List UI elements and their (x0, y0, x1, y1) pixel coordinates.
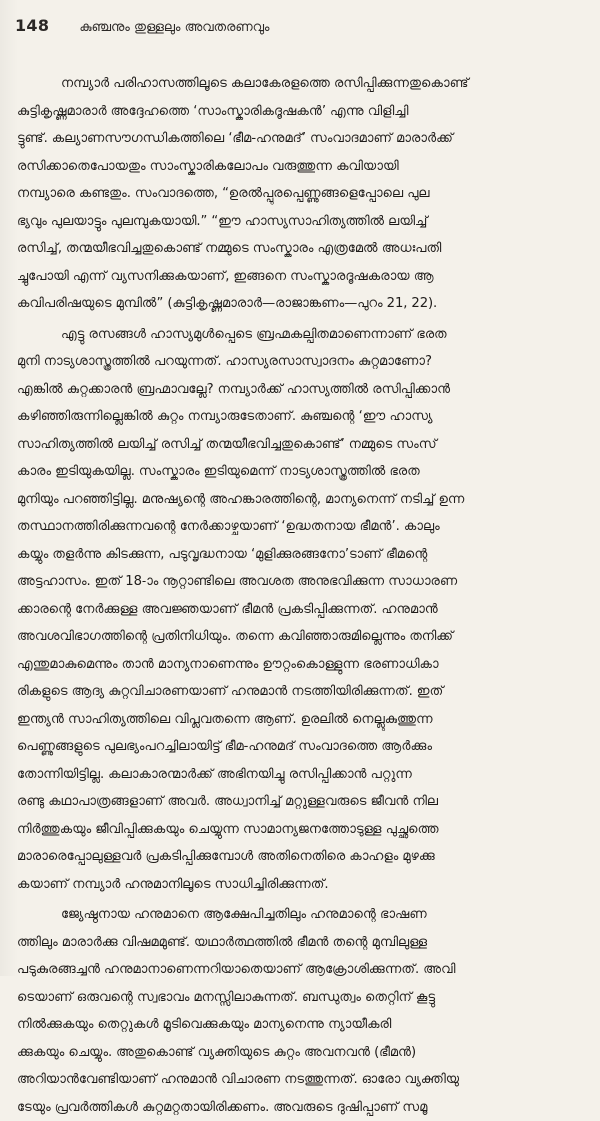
body-text (17, 70, 589, 1121)
text-line: കയാണ് നമ്പ്യാർ ഹനുമാനിലൂടെ സാധിച്ചിരിക്കുന്നത്. (17, 871, 589, 899)
text-line: രസിക്കാതെപോയതും സാംസ്കാരികലോപം വരുത്തുന്ന കവിയായി (17, 153, 589, 181)
running-header (15, 16, 269, 44)
text-line: നിർത്തുകയും ജീവിപ്പിക്കുകയും ചെയ്യുന്ന സാമാന്യജനത്തോടുള്ള പുച്ഛത്തെ (17, 816, 589, 844)
text-line: അവശവിഭാഗത്തിന്റെ പ്രതിനിധിയും. തന്നെ കവിഞ്ഞാരുമില്ലെന്നും തനിക്ക് (17, 623, 589, 651)
paragraph-first-line: എട്ടു രസങ്ങൾ ഹാസ്യമുൾപ്പെടെ ബ്രഹ്മകല്പിതമാണെന്നാണ് ഭരത (17, 321, 589, 349)
text-line: കാരം ഇടിയുകയില്ല. സംസ്കാരം ഇടിയുമെന്ന് നാട്യശാസ്ത്രത്തിൽ ഭരത (17, 458, 589, 486)
text-line: കയ്യും തളർന്നു കിടക്കുന്ന, പടുവൃദ്ധനായ ‘മുളിക്കുരങ്ങനോ’ടാണ് ഭീമന്റെ (17, 541, 589, 569)
text-line: നമ്പ്യാരെ കണ്ടതും. സംവാദത്തെ, “ഉരൽപ്പുരപ്പെണ്ണുങ്ങളെപ്പോലെ പുല (17, 180, 589, 208)
text-line: പടുകുരങ്ങച്ചൻ ഹനുമാനാണെന്നറിയാതെയാണ് ആക്രോശിക്കുന്നത്. അവി (17, 956, 589, 984)
text-line: മാരാരെപ്പോലുള്ളവർ പ്രകടിപ്പിക്കുമ്പോൾ അതിനെതിരെ കാഹളം മുഴക്കു (17, 843, 589, 871)
text-line: മുനി നാട്യശാസ്ത്രത്തിൽ പറയുന്നത്. ഹാസ്യരസാസ്വാദനം കുറ്റമാണോ? (17, 348, 589, 376)
text-line: രണ്ടു കഥാപാത്രങ്ങളാണ് അവർ. അധ്വാനിച്ച് മറ്റുള്ളവരുടെ ജീവൻ നില (17, 788, 589, 816)
text-line: എങ്കിൽ കുറ്റക്കാരൻ ബ്രഹ്മാവല്ലേ? നമ്പ്യാർക്ക് ഹാസ്യത്തിൽ രസിപ്പിക്കാൻ (17, 376, 589, 404)
paragraph-first-line: നമ്പ്യാർ പരിഹാസത്തിലൂടെ കലാകേരളത്തെ രസിപ്പിക്കുന്നതുകൊണ്ട് (17, 70, 589, 98)
text-line: ത്തിലും മാരാർക്കു വിഷമമുണ്ട്. യഥാർത്ഥത്തിൽ ഭീമൻ തന്റെ മുമ്പിലുള്ള (17, 929, 589, 957)
text-line: ഇന്ത്യൻ സാഹിത്യത്തിലെ വിപ്ലവതന്നെ ആണ്. ഉരലിൽ നെല്ലുകുത്തുന്ന (17, 706, 589, 734)
text-line: ട്ടുണ്ട്. കല്യാണസൗഗന്ധികത്തിലെ ‘ഭീമ-ഹനുമദ്’ സംവാദമാണ് മാരാർക്ക് (17, 125, 589, 153)
text-line: രസിച്ച്, തന്മയീഭവിച്ചതുകൊണ്ട് നമ്മുടെ സംസ്കാരം എത്രമേൽ അധഃപതി (17, 235, 589, 263)
text-line: ടേയും പ്രവർത്തികൾ കുറ്റമറ്റതായിരിക്കണം. അവരുടെ ദുഷിപ്പാണ് സമൂ (17, 1094, 589, 1121)
text-line: അട്ടഹാസം. ഇത് 18-ാം നൂറ്റാണ്ടിലെ അവശത അനുഭവിക്കുന്ന സാധാരണ (17, 568, 589, 596)
text-line: ച്ചുപോയി എന്ന് വ്യസനിക്കുകയാണ്, ഇങ്ങനെ സംസ്കാരദൂഷകരായ ആ (17, 263, 589, 291)
text-line: മുനിയും പറഞ്ഞിട്ടില്ല. മനുഷ്യന്റെ അഹങ്കാരത്തിന്റെ, മാന്യനെന്ന് നടിച്ച് ഉന്ന (17, 486, 589, 514)
text-line: ഭ്യവും പുലയാട്ടും പുലമ്പുകയായി.” “ഈ ഹാസ്യസാഹിത്യത്തിൽ ലയിച്ച് (17, 208, 589, 236)
text-line: തസ്ഥാനത്തിരിക്കുന്നവന്റെ നേർക്കാഴ്ചയാണ് ‘ഉദ്ധതനായ ഭീമൻ’. കാലും (17, 513, 589, 541)
text-line: ക്കാരന്റെ നേർക്കുള്ള അവജ്ഞയാണ് ഭീമൻ പ്രകടിപ്പിക്കുന്നത്. ഹനുമാൻ (17, 596, 589, 624)
text-line: കുട്ടികൃഷ്ണമാരാർ അദ്ദേഹത്തെ ‘സാംസ്കാരികദൂഷകൻ’ എന്നു വിളിച്ചി (17, 98, 589, 126)
text-line: അറിയാൻവേണ്ടിയാണ് ഹനുമാൻ വിചാരണ നടത്തുന്നത്. ഓരോ വ്യക്തിയു (17, 1066, 589, 1094)
text-line: കവിപരിഷയുടെ മുമ്പിൽ” (കുട്ടികൃഷ്ണമാരാർ—രാജാങ്കണം—പുറം 21, 22). (17, 290, 589, 318)
running-title: കുഞ്ചനും തുള്ളലും അവതരണവും (79, 20, 269, 35)
text-line: എന്തുമാകുമെന്നും താൻ മാന്യനാണെന്നും ഊറ്റംകൊള്ളുന്ന ഭരണാധികാ (17, 651, 589, 679)
text-line: നിൽക്കുകയും തെറ്റുകൾ മൂടിവെക്കുകയും മാന്യനെന്നു ന്യായീകരി (17, 1011, 589, 1039)
text-line: പെണ്ണുങ്ങളുടെ പുലഭ്യംപറച്ചിലായിട്ട് ഭീമ-ഹനുമദ് സംവാദത്തെ ആർക്കും (17, 733, 589, 761)
text-line: സാഹിത്യത്തിൽ ലയിച്ച് രസിച്ച് തന്മയീഭവിച്ചതുകൊണ്ട്’ നമ്മുടെ സംസ് (17, 431, 589, 459)
text-line: ടെയാണ് ഒരുവന്റെ സ്വഭാവം മനസ്സിലാകുന്നത്. ബന്ധുത്വം തെറ്റിന് കൂട്ടു (17, 984, 589, 1012)
text-line: ക്കുകയും ചെയ്യും. അതുകൊണ്ട് വ്യക്തിയുടെ കുറ്റം അവനവൻ (ഭീമൻ) (17, 1039, 589, 1067)
text-line: രികളുടെ ആദ്യ കുറ്റവിചാരണയാണ് ഹനുമാൻ നടത്തിയിരിക്കുന്നത്. ഇത് (17, 678, 589, 706)
text-line: തോന്നിയിട്ടില്ല. കലാകാരന്മാർക്ക് അഭിനയിച്ചു രസിപ്പിക്കാൻ പറ്റുന്ന (17, 761, 589, 789)
paragraph-first-line: ജ്യേഷ്ഠനായ ഹനുമാനെ ആക്ഷേപിച്ചതിലും ഹനുമാന്റെ ഭാഷണ (17, 901, 589, 929)
text-line: കഴിഞ്ഞിരുന്നില്ലെങ്കിൽ കുറ്റം നമ്പ്യാരുടേതാണ്. കുഞ്ചന്റെ ‘ഈ ഹാസ്യ (17, 403, 589, 431)
page-number: 148 (15, 16, 49, 35)
